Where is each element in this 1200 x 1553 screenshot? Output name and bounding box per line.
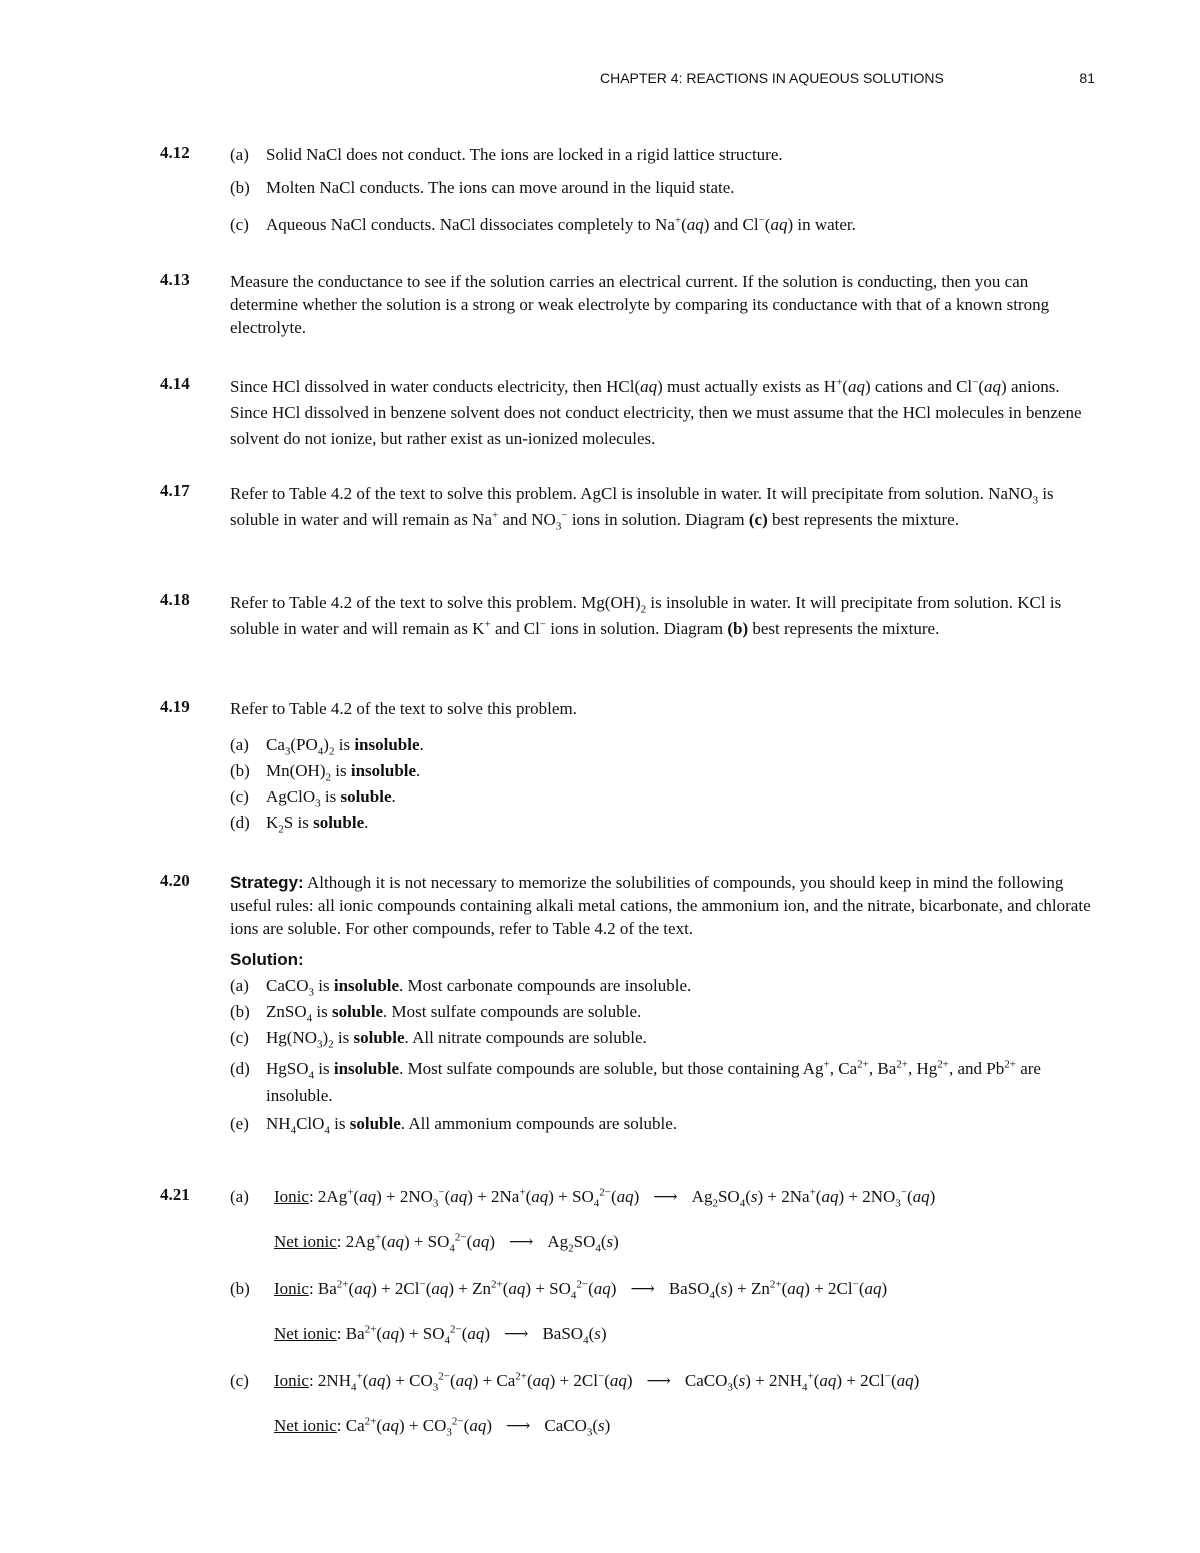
part-b [230, 176, 1092, 199]
problem-body [230, 1185, 1170, 1437]
part-text: Molten NaCl conducts. The ions can move around in the liquid state. [266, 178, 735, 197]
reaction-arrow: ⟶ [630, 1279, 655, 1298]
part-c: (c) $Hg(NO_3)_2$ is soluble. All nitrate compounds are soluble. [230, 1028, 647, 1051]
part-a [230, 143, 1092, 166]
problem-text: Measure the conductance to see if the solution carries an electrical current. If the solution is conducting, then you can determine whether the solution is a strong or weak electrolyte by comparing its conductance with that of a known strong electrolyte. [230, 272, 1050, 337]
part-d: (d) $K_2S$ is soluble. [230, 813, 369, 836]
part-label: (a) [230, 145, 249, 164]
problem-number: 4.19 [160, 697, 190, 716]
problem-number: 4.13 [160, 270, 190, 289]
strategy-paragraph: Strategy: Although it is not necessary to memorize the solubilities of compounds, you should keep in mind the following useful rules: all ionic compounds containing alkali metal cations, the ammonium ion, and the nitrate, bicarbonate, and chlorate ions are soluble. For other compounds, refer to Table 4.2 of the text. [230, 873, 1091, 938]
problem-text: Since HCl dissolved in water conducts electricity, then HCl(aq) must actually exists as H+(aq) cations and Cl−(aq) anions. Since HCl dissolved in benzene solvent does not conduct electricity, then we must assume that the HCl molecules in benzene solvent do not ionize, but rather exist as un-ionized molecules. [230, 376, 1082, 448]
problem-number: 4.21 [160, 1185, 190, 1204]
part-c-ionic: (c) Ionic: $2NH_4^+(aq) + CO_3^{2-}(aq) + Ca^{2+}(aq) + 2Cl^-(aq)$ ⟶ CaCO$_3$(s) + $2NH_4^+(aq) + 2Cl^-(aq)$ [230, 1370, 920, 1394]
problem-number: 4.18 [160, 590, 190, 609]
part-b: (b) $Mn(OH)_2$ is insoluble. [230, 761, 421, 784]
strategy-heading: Strategy: [230, 873, 304, 892]
reaction-arrow: ⟶ [505, 1416, 531, 1435]
part-d: (d) HgSO$_4$ is insoluble. Most sulfate compounds are soluble, but those containing Ag+, $Ca^{2+}$, $Ba^{2+}$, $Hg^{2+}$, and $Pb^{2+}$ are insoluble. [230, 1058, 1041, 1105]
problem-body [230, 143, 1092, 236]
part-a: (a) $Ca_3(PO_4)_2$ is insoluble. [230, 735, 424, 758]
problem-body [230, 697, 1092, 834]
part-c: (c) AgClO$_3$ is soluble. [230, 787, 396, 810]
part-a-ionic: (a) Ionic: $2Ag^+(aq) + 2NO_3^-(aq) + 2Na^+(aq) + SO_4^{2-}(aq)$ ⟶ $Ag_2SO_4(s) + 2Na^+(aq) + 2NO_3^-(aq)$ [230, 1186, 936, 1210]
part-a-net: Net ionic: $2Ag^+(aq) + SO_4^{2-}(aq)$ ⟶ $Ag_2SO_4(s)$ [274, 1231, 619, 1255]
page-header [600, 70, 1095, 86]
problem-number: 4.17 [160, 481, 190, 500]
reaction-arrow: ⟶ [504, 1324, 529, 1343]
part-c [230, 213, 1092, 236]
part-a: (a) CaCO$_3$ is insoluble. Most carbonate compounds are insoluble. [230, 976, 692, 999]
problem-number: 4.20 [160, 871, 190, 890]
part-text: Aqueous NaCl conducts. NaCl dissociates completely to Na+(aq) and Cl−(aq) in water. [266, 214, 856, 234]
part-label: (b) [230, 178, 250, 197]
part-c-net: Net ionic: $Ca^{2+}(aq) + CO_3^{2-}(aq)$ ⟶ CaCO$_3$(s) [274, 1415, 611, 1439]
part-e: (e) $NH_4ClO_4$ is soluble. All ammonium compounds are soluble. [230, 1114, 677, 1137]
part-label: (c) [230, 215, 249, 234]
problem-number: 4.12 [160, 143, 190, 162]
reaction-arrow: ⟶ [508, 1232, 534, 1251]
part-b-ionic: (b) Ionic: $Ba^{2+}(aq) + 2Cl^-(aq) + Zn^{2+}(aq) + SO_4^{2-}(aq)$ ⟶ BaSO$_4$(s) + $Zn^{2+}(aq) + 2Cl^-(aq)$ [230, 1278, 888, 1302]
problem-number: 4.14 [160, 374, 190, 393]
chapter-title: CHAPTER 4: REACTIONS IN AQUEOUS SOLUTIONS [600, 70, 944, 86]
reaction-arrow: ⟶ [653, 1187, 678, 1206]
problem-body [230, 871, 1092, 1135]
part-text: Solid NaCl does not conduct. The ions are locked in a rigid lattice structure. [266, 145, 783, 164]
part-b-net: Net ionic: $Ba^{2+}(aq) + SO_4^{2-}(aq)$ ⟶ BaSO$_4$(s) [274, 1323, 607, 1347]
reaction-arrow: ⟶ [646, 1371, 671, 1390]
page-number: 81 [1079, 70, 1095, 86]
problem-text: Refer to Table 4.2 of the text to solve this problem. $Mg(OH)_2$ is insoluble in water. It will precipitate from solution. KCl is soluble in water and will remain as K+ and Cl− ions in solution. Diagram (b) best represents the mixture. [230, 593, 1062, 638]
problem-intro: Refer to Table 4.2 of the text to solve this problem. [230, 699, 577, 718]
problem-text: Refer to Table 4.2 of the text to solve this problem. AgCl is insoluble in water. It will precipitate from solution. NaNO$_3$ is soluble in water and will remain as Na+ and $NO_3^-$ ions in solution. Diagram (c) best represents the mixture. [230, 484, 1054, 533]
solution-heading: Solution: [230, 950, 304, 969]
part-b: (b) ZnSO$_4$ is soluble. Most sulfate compounds are soluble. [230, 1002, 642, 1025]
